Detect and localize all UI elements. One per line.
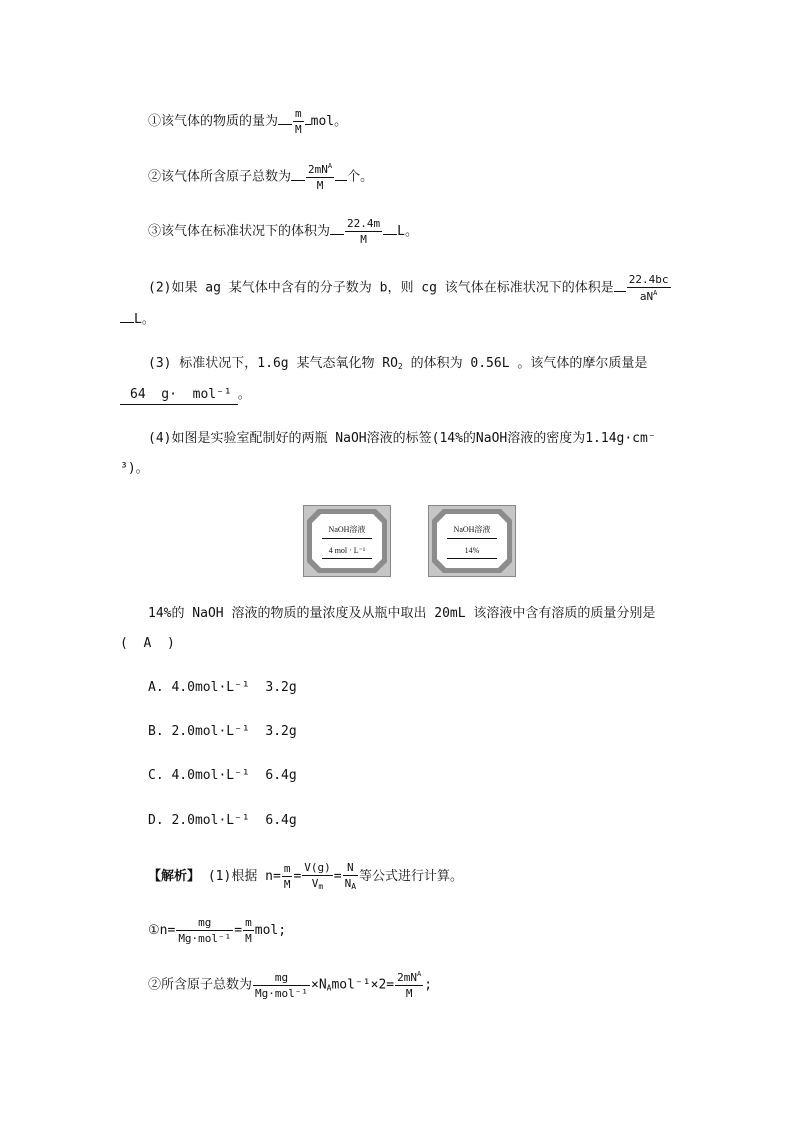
naoh-label-4mol xyxy=(303,505,391,577)
q2-text: (2)如果 ag 某气体中含有的分子数为 b，则 cg 该气体在标准状况下的体积是 xyxy=(148,280,614,296)
label-right-value: 14% xyxy=(464,546,480,555)
naoh-label-14pct xyxy=(428,505,516,577)
q1-item1 xyxy=(148,108,347,135)
q1-item1-prefix: ①该气体的物质的量为 xyxy=(148,114,279,129)
analysis-step1: ①n= $\frac{mg}{\text{Mg·mol⁻¹}}$ = $\frac{m}{M}$ mol; xyxy=(148,916,287,945)
q1-item2-fraction: $\frac{2mN^A}{M}$ xyxy=(308,162,333,192)
q1-item3-prefix: ③该气体在标准状况下的体积为 xyxy=(148,224,331,239)
analysis-intro: 【解析】 (1)根据 n= $\frac{m}{M}$ = $\frac{V(g)}{V_m}$ = $\frac{N}{N_A}$ 等公式进行计算。 xyxy=(148,861,464,891)
q3-line1: (3) 标准状况下，1.6g 某气态氧化物 $RO_2$ 的体积为 0.56L 。该气体的摩尔质量是 xyxy=(148,356,648,371)
label-left-value: 4 mol · L⁻¹ xyxy=(328,546,366,555)
q3-answer: 64 g· mol⁻¹ xyxy=(120,386,238,405)
q1-item2 xyxy=(148,163,373,191)
analysis-heading: 【解析】 xyxy=(148,869,201,884)
q1-item2-prefix: ②该气体所含原子总数为 xyxy=(148,169,292,185)
option-b: B. 2.0mol·L⁻¹ 3.2g xyxy=(148,724,297,739)
q1-item3 xyxy=(148,218,418,245)
q1-item3-fraction: $\frac{22.4m}{M}$ xyxy=(347,217,381,246)
analysis-step2: ②所含原子总数为 $\frac{mg}{\text{Mg·mol⁻¹}}$ $\times N_Amol^{-1}\times 2=$ $\frac{2mN^A}{M}$ ; xyxy=(148,970,433,1000)
q4-answer: ( A ) xyxy=(120,636,175,651)
q4-question-line1: 14%的 NaOH 溶液的物质的量浓度及从瓶中取出 20mL 该溶液中含有溶质的质量分别是 xyxy=(148,606,656,621)
option-c: C. 4.0mol·L⁻¹ 6.4g xyxy=(148,768,297,783)
label-left-title: NaOH溶液 xyxy=(328,525,366,534)
option-d: D. 2.0mol·L⁻¹ 6.4g xyxy=(148,813,297,828)
q4-line2: ³)。 xyxy=(120,461,149,476)
q3-answer-line: 64 g· mol⁻¹ 。 xyxy=(120,386,251,405)
option-a: A. 4.0mol·L⁻¹ 3.2g xyxy=(148,680,297,695)
q1-item3-unit: L。 xyxy=(397,224,418,239)
q4-line1: (4)如图是实验室配制好的两瓶 NaOH溶液的标签(14%的NaOH溶液的密度为1.14g·cm⁻ xyxy=(148,431,656,446)
q1-item1-unit: mol。 xyxy=(310,114,348,129)
q1-item2-unit: 个。 xyxy=(347,169,374,185)
q2-unit: L。 xyxy=(134,312,155,327)
q1-item1-fraction: $\frac{m}{M}$ xyxy=(295,107,302,136)
q2-line1 xyxy=(148,274,672,302)
label-right-title: NaOH溶液 xyxy=(453,525,491,534)
q2-fraction: $\frac{22.4bc}{aN^A}$ xyxy=(628,273,669,303)
q2-line2 xyxy=(120,311,155,329)
